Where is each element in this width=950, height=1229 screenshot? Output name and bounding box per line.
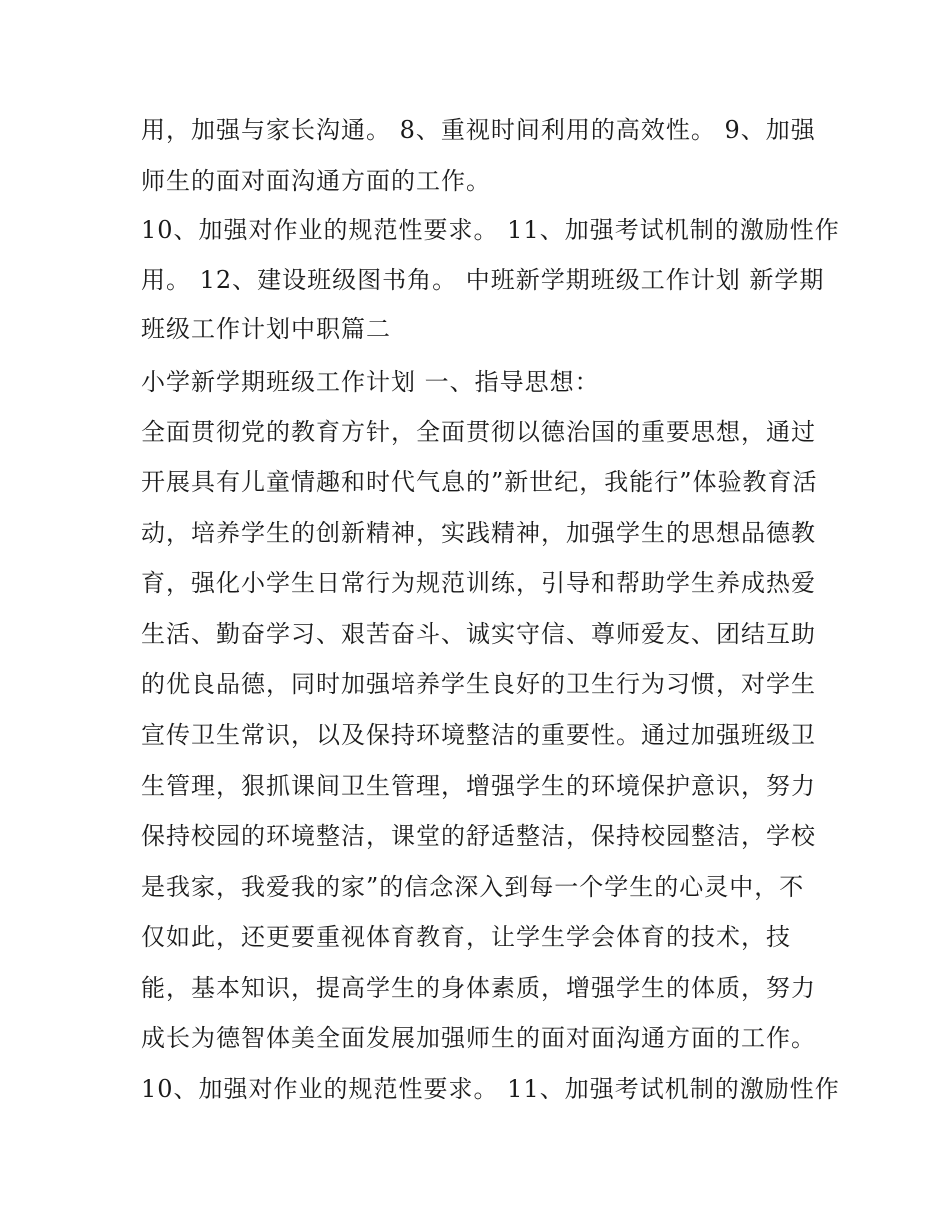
text-line: 用，加强与家长沟通。 8、重视时间利用的高效性。 9、加强 bbox=[141, 116, 816, 144]
text-line: 育，强化小学生日常行为规范训练，引导和帮助学生养成热爱 bbox=[141, 569, 816, 597]
text-line: 10、加强对作业的规范性要求。 11、加强考试机制的激励性作 bbox=[141, 1075, 840, 1103]
text-line: 成长为德智体美全面发展加强师生的面对面沟通方面的工作。 bbox=[141, 1024, 816, 1052]
text-line: 师生的面对面沟通方面的工作。 bbox=[141, 167, 491, 195]
text-line: 班级工作计划中职篇二 bbox=[141, 315, 391, 343]
text-line: 生管理，狠抓课间卫生管理，增强学生的环境保护意识，努力 bbox=[141, 772, 816, 800]
text-line: 开展具有儿童情趣和时代气息的”新世纪，我能行”体验教育活 bbox=[141, 468, 818, 496]
text-line: 动，培养学生的创新精神，实践精神，加强学生的思想品德教 bbox=[141, 519, 816, 547]
text-line: 能，基本知识，提高学生的身体素质，增强学生的体质，努力 bbox=[141, 974, 816, 1002]
text-line: 的优良品德，同时加强培养学生良好的卫生行为习惯，对学生 bbox=[141, 670, 816, 698]
text-line: 用。 12、建设班级图书角。 中班新学期班级工作计划 新学期 bbox=[141, 266, 825, 294]
text-line: 是我家，我爱我的家”的信念深入到每一个学生的心灵中，不 bbox=[141, 873, 805, 901]
text-line: 全面贯彻党的教育方针，全面贯彻以德治国的重要思想，通过 bbox=[141, 418, 816, 446]
text-line: 生活、勤奋学习、艰苦奋斗、诚实守信、尊师爱友、团结互助 bbox=[141, 620, 816, 648]
text-line: 宣传卫生常识，以及保持环境整洁的重要性。通过加强班级卫 bbox=[141, 721, 816, 749]
text-line: 仅如此，还更要重视体育教育，让学生学会体育的技术，技 bbox=[141, 923, 791, 951]
text-line: 保持校园的环境整洁，课堂的舒适整洁，保持校园整洁，学校 bbox=[141, 822, 816, 850]
text-line: 10、加强对作业的规范性要求。 11、加强考试机制的激励性作 bbox=[141, 216, 840, 244]
text-line: 小学新学期班级工作计划 一、指导思想： bbox=[141, 368, 600, 396]
